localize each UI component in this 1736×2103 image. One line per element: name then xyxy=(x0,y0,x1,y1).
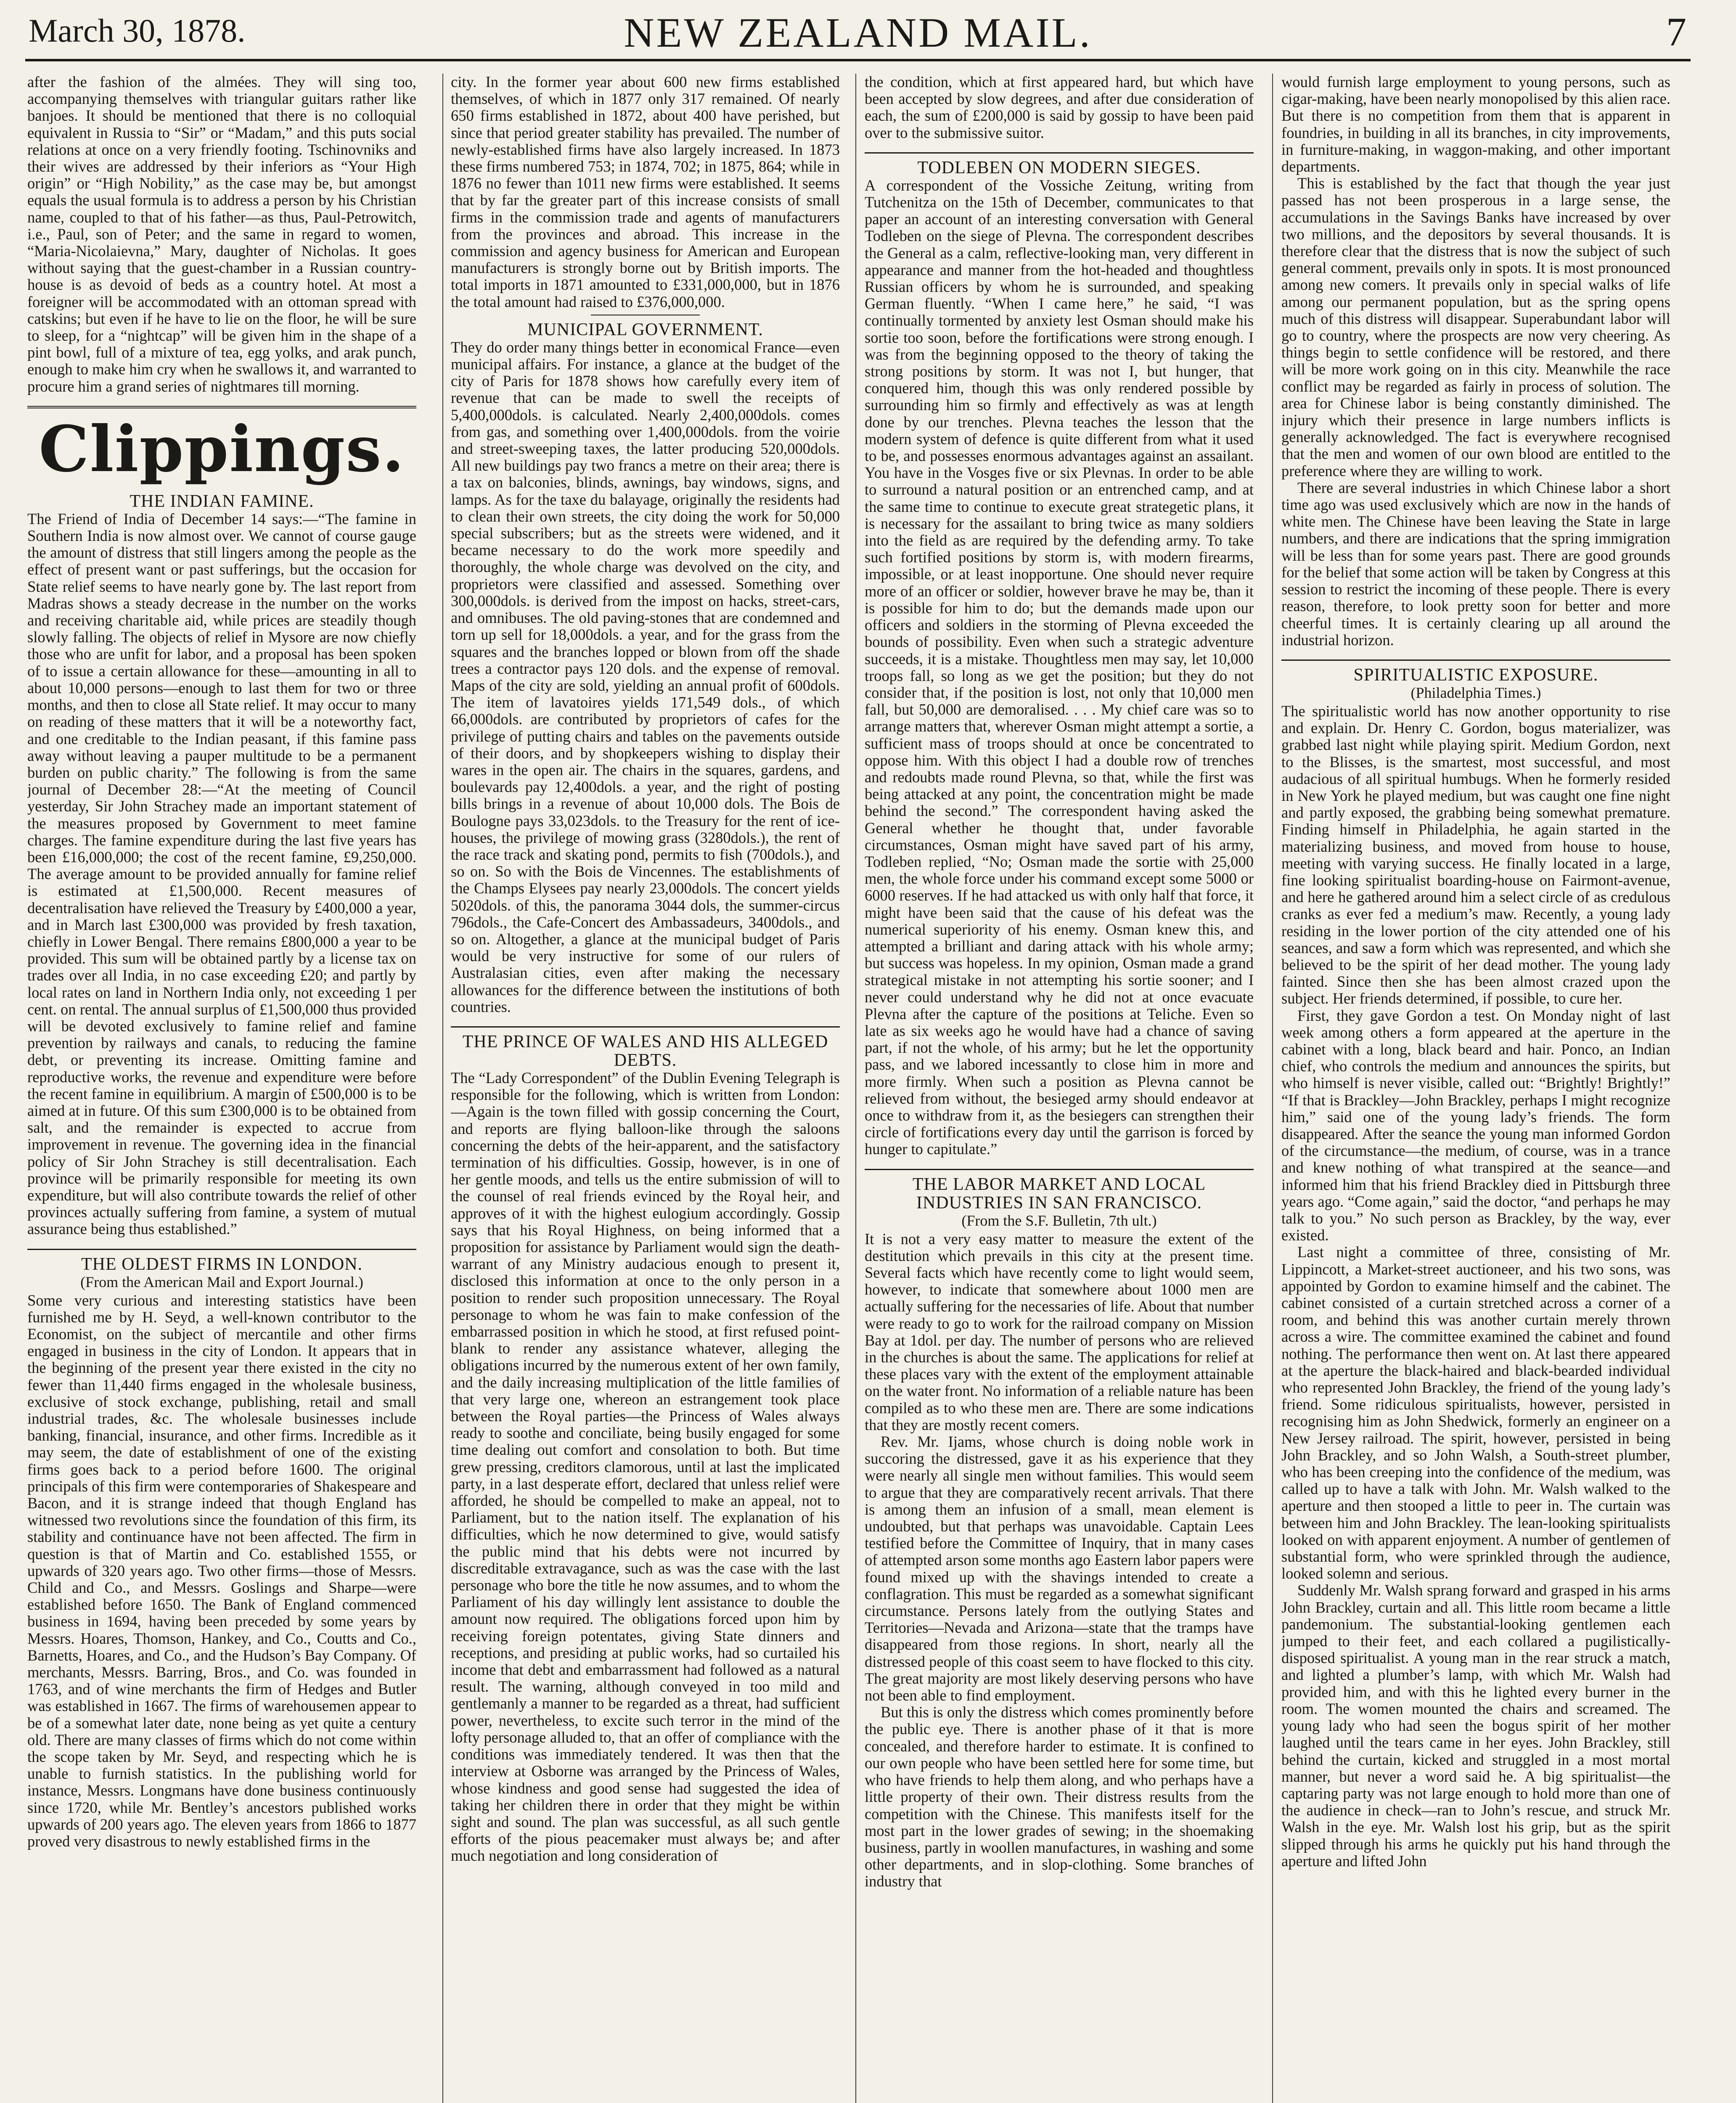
article-title-todleben: TODLEBEN ON MODERN SIEGES. xyxy=(917,158,1201,177)
article-rule xyxy=(865,1169,1254,1170)
page-number: 7 xyxy=(1666,9,1686,54)
article-paragraph: The spiritualistic world has now another opportunity to rise and explain. Dr. Henry C. Gordon, bogus materializer, was grabbed last night while playing spirit. Medium Gordon, next to the Blisses, is the smartest, most successful, and most audacious of all spiritual humbugs. When he formerly resided in New York he played medium, but was caught one fine night and partly exposed, the grabbing being somewhat premature. Finding himself in Philadelphia, he again started in the materializing business, and moved from house to house, meeting with varying success. He finally located in a large, fine looking spiritualist boarding-house on Fairmont-avenue, and here he gathered around him a select circle of as credulous cranks as ever fed a medium’s maw. Recently, a young lady residing in the lower portion of the city attended one of his seances, and saw a form which was represented, and which she believed to be the spirit of her dead mother. The young lady fainted. Since then she has been almost crazed upon the subject. Her friends determined, if possible, to cure her. xyxy=(1281,702,1670,1007)
column-divider xyxy=(442,74,443,2103)
article-paragraph: Suddenly Mr. Walsh sprang forward and grasped in his arms John Brackley, curtain and all. This little room became a little pandemonium. The substantial-looking gentlemen each jumped to their feet, and each collared a pugilistically-disposed spiritualist. A young man in the rear struck a match, and lighted a plumber’s lamp, with which Mr. Walsh had provided him, and with this he lighted every burner in the room. The women mounted the chairs and screamed. The young lady who had seen the bogus spirit of her mother laughed until the tears came in her eyes. John Brackley, still behind the curtain, kicked and struggled in a most mortal manner, but never a word said he. A big spiritualist—the captaring party was not large enough to hold more than one of the audience in check—ran to John’s rescue, and struck Mr. Walsh in the eye. Mr. Walsh lost his grip, but as the spirit slipped through his arms he quickly put his hand through the aperture and lifted John xyxy=(1281,1581,1670,1870)
article-rule xyxy=(865,152,1254,154)
article-rule xyxy=(451,1026,840,1028)
article-rule xyxy=(27,1249,416,1250)
article-paragraph: This is established by the fact that though the year just passed has not been prosperous in a large sense, the accumulations in the Savings Banks have increased by over two millions, and the depositors by several thousands. It is therefore clear that the distress that is now the subject of such general comment, prevails only in spots. It is most pronounced among new comers. It prevails only in special walks of life among our permanent population, but as the spring opens much of this distress will disappear. Superabundant labor will go to country, where the prospects are now very cheering. As things begin to settle confidence will be restored, and there will be more work going on in this city. Meanwhile the race conflict may be regarded as fairly in process of solution. The area for Chinese labor is being constantly diminished. The injury which their presence in large numbers inflicts is generally acknowledged. The fact is everywhere recognised that the men and women of our own blood are entitled to the preference where they are willing to work. xyxy=(1281,175,1670,479)
article-rule xyxy=(1281,660,1670,661)
article-paragraph: The “Lady Correspondent” of the Dublin Evening Telegraph is responsible for the following, which is written from London:—Again is the town filled with gossip concerning the Court, and reports are flying balloon-like through the saloons concerning the debts of the heir-apparent, and the satisfactory termination of his difficulties. Gossip, however, is in one of her gentle moods, and tells us the entire submission of will to the counsel of real friends evinced by the Royal heir, and approves of it with the highest eulogium accordingly. Gossip says that his Royal Highness, on being informed that a proposition for assistance by Parliament would sign the death-warrant of any Ministry audacious enough to present it, disclosed this information at once to the only person in a position to render such proposition unnecessary. The Royal personage to whom he was fain to make confession of the embarrassed position in which he stood, at first refused point-blank to render any assistance whatever, alleging the obligations incurred by the numerous extent of her own family, and the daily increasing multiplication of the little families of that very large one, whereon an estrangement took place between the Royal parties—the Princess of Wales always ready to soothe and conciliate, being busily engaged for some time dealing out comfort and consolation to both. But time grew pressing, creditors clamorous, until at last the implicated party, in a last desperate effort, declared that unless relief were afforded, he should be compelled to make an appeal, not to Parliament, but to the nation itself. The explanation of his difficulties, which he now determined to give, would satisfy the public mind that his debts were not incurred by discreditable extravagance, such as was the case with the last personage who bore the title he now assumes, and to whom the Parliament of his day willingly lent assistance to double the amount now required. The obligations forced upon him by receiving foreign potentates, giving State dinners and receptions, and presiding at public works, had so curtailed his income that debt and embarrassment had followed as a natural result. The warning, although conveyed in too mild and gentlemanly a manner to be regarded as a threat, had sufficient power, nevertheless, to excite such terror in the mind of the lofty personage alluded to, that an offer of compliance with the conditions was immediately tendered. It was then that the interview at Osborne was arranged by the Princess of Wales, whose kindness and good sense had suggested the idea of taking her children there in order that they might be within sight and sound. The plan was successful, as all such gentle efforts of the pious peacemaker must always be; and after much negotiation and long consideration of xyxy=(451,1069,840,1865)
column-3 xyxy=(865,74,1254,2103)
article-title-labor-market: THE LABOR MARKET AND LOCAL INDUSTRIES IN SAN FRANCISCO. xyxy=(912,1174,1206,1213)
article-paragraph: Rev. Mr. Ijams, whose church is doing noble work in succoring the distressed, gave it as his experience that they were nearly all single men without families. This would seem to argue that they are comparatively recent arrivals. That there is among them an infusion of a small, mean element is undoubted, but that perhaps was unavoidable. Captain Lees testified before the Committee of Inquiry, that in many cases of attempted arson some months ago Eastern labor papers were found mixed up with the shavings intended to create a conflagration. This must be regarded as a somewhat significant circumstance. Persons lately from the outlying States and Territories—Nevada and Arizona—state that the tramps have disappeared from those regions. In short, nearly all the distressed people of this coast seem to have flocked to this city. The great majority are most likely deserving persons who have not been able to find employment. xyxy=(865,1433,1254,1704)
labor-market-continued: would furnish large employment to young persons, such as cigar-making, have been nearly monopolised by this alien race. But there is no competition from them that is apparent in foundries, in building in all its branches, in city improvements, in furniture-making, in waggon-making, and other important departments. xyxy=(1281,74,1670,175)
article-source: (From the S.F. Bulletin, 7th ult.) xyxy=(961,1212,1157,1229)
article-title-prince-of-wales: THE PRINCE OF WALES AND HIS ALLEGED DEBTS. xyxy=(462,1032,828,1070)
article-title-spiritualistic-exposure: SPIRITUALISTIC EXPOSURE. xyxy=(1353,665,1598,685)
clippings-heading: Clippings. xyxy=(39,412,405,486)
article-paragraph: It is not a very easy matter to measure the extent of the destitution which prevails in this city at the present time. Several facts which have recently come to light would seem, however, to indicate that somewhere about 1000 men are actually suffering for the necessaries of life. About that number were ready to go to work for the railroad company on Mission Bay at 1dol. per day. The number of persons who are relieved in the churches is about the same. The applications for relief at these places vary with the extent of the employment attainable on the water front. No information of a reliable nature has been compiled as to who these men are. There are some indications that they are mostly recent comers. xyxy=(865,1230,1254,1433)
article-source: (Philadelphia Times.) xyxy=(1410,684,1541,701)
masthead xyxy=(25,8,1691,63)
article-title-oldest-firms: THE OLDEST FIRMS IN LONDON. xyxy=(81,1254,363,1274)
newspaper-title: NEW ZEALAND MAIL. xyxy=(624,9,1092,56)
article-paragraph: Last night a committee of three, consisting of Mr. Lippincott, a Market-street auctioneer, and his two sons, was appointed by Gordon to examine himself and the cabinet. The cabinet consisted of a curtain stretched across a corner of a room, and behind this was another curtain merely thrown across a wire. The committee examined the cabinet and found nothing. The performance then went on. At last there appeared at the aperture the black-haired and black-bearded individual who represented John Brackley, the friend of the young lady’s friend. Some ridiculous spiritualists, however, persisted in recognising him as John Shedwick, formerly an engineer on a New Jersey railroad. The spirit, however, persisted in being John Brackley, and so John Walsh, a South-street plumber, who has been creeping into the confidence of the medium, was called up to have a talk with John. Mr. Walsh walked to the aperture and then stooped a little to peer in. The curtain was between him and John Brackley. The lean-looking spiritualists looked on with apparent enjoyment. A number of gentlemen of substantial form, who were sprinkled through the audience, looked solemn and serious. xyxy=(1281,1243,1670,1582)
section-rule xyxy=(27,406,416,408)
article-paragraph: But this is only the distress which comes prominently before the public eye. There is another phase of it that is more concealed, and therefore harder to estimate. It is confined to our own people who have been settled here for some time, but who have friends to help them along, and who perhaps have a little property of their own. Their distress results from the competition with the Chinese. This manifests itself for the most part in the lower grades of sewing; in the shoemaking business, partly in woollen manufactures, in washing and some other departments, and in slop-clothing. Some branches of industry that xyxy=(865,1703,1254,1890)
article-title-municipal-government: MUNICIPAL GOVERNMENT. xyxy=(527,320,763,339)
article-paragraph: There are several industries in which Chinese labor a short time ago was used exclusively which are now in the hands of white men. The Chinese have been leaving the State in large numbers, and there are indications that the spring immigration will be less than for some years past. There are good grounds for the belief that some action will be taken by Congress at this session to restrict the incoming of these people. There is every reason, therefore, to look pretty soon for better and more cheerful times. It is certainly clearing up all around the industrial horizon. xyxy=(1281,479,1670,649)
oldest-firms-continued: city. In the former year about 600 new firms established themselves, of which in 1877 only 317 remained. Of nearly 650 firms established in 1872, about 400 have perished, but since that period greater stability has prevailed. The number of newly-established firms have also largely increased. In 1873 these firms numbered 753; in 1874, 702; in 1875, 864; while in 1876 no fewer than 1011 new firms were established. It seems that by far the greater part of this increase consists of small firms in the commission trade and agents of manufacturers from the provinces and abroad. This increase in the commission and agency business for American and European manufacturers is strongly borne out by British imports. The total imports in 1871 amounted to £331,000,000, but in 1876 the total amount had raised to £376,000,000. xyxy=(451,74,840,310)
article-source: (From the American Mail and Export Journal.) xyxy=(80,1273,363,1290)
article-paragraph: A correspondent of the Vossiche Zeitung, writing from Tutchenitza on the 15th of December, communicates to that paper an account of an interesting conversation with General Todleben on the siege of Plevna. The correspondent describes the General as a calm, reflective-looking man, very different in appearance and manner from the hot-headed and thoughtless Russian officers by whom he is surrounded, and speaking German fluently. “When I came here,” he said, “I was continually tormented by anxiety lest Osman should make his sortie too soon, before the fortifications were strong enough. I was from the beginning opposed to the theory of taking the strong positions by storm. It was not I, but hunger, that conquered him, though this was only rendered possible by surrounding him so firmly and effectively as was at length done by our trenches. Plevna teaches the lesson that the modern system of defence is quite different from what it used to be, and possesses enormous advantages against an assailant. You have in the Vosges five or six Plevnas. In order to be able to surround a natural position or an entrenched camp, and at the same time to continue to execute great strategetic plans, it is necessary for the assailant to bring twice as many soldiers into the field as are required by the defending army. To take such fortified positions by storm is, with modern firearms, impossible, or at least inopportune. One should never require more of an officer or soldier, however brave he may be, than it is possible for him to do; but the demands made upon our officers and soldiers in the storming of Plevna exceeded the bounds of possibility. Even when such a strategic adventure succeeds, it is a mistake. Thoughtless men may say, let 10,000 troops fall, so long as we get the position; but they do not consider that, if the position is lost, not only that 10,000 men fall, but 50,000 are demoralised. . . . My chief care was so to arrange matters that, wherever Osman might attempt a sortie, a sufficient mass of troops should at once be concentrated to oppose him. With this object I had a double row of trenches and redoubts made round Plevna, so that, while the first was being attacked at any point, the concentration might be made behind the second.” The correspondent having asked the General whether he thought that, under favorable circumstances, Osman might have saved part of his army, Todleben replied, “No; Osman made the sortie with 25,000 men, the whole force under his command except some 5000 or 6000 reserves. If he had attacked us with only half that force, it might have been said that the cause of his defeat was the numerical superiority of his enemy. Osman knew this, and attempted a brilliant and daring attack with his whole army; but success was hopeless. In my opinion, Osman made a grand strategical mistake in not attempting his sortie sooner; and I never could understand why he did not at once evacuate Plevna after the capture of the positions at Teliche. Even so late as six weeks ago he would have had a chance of saving part, if not the whole, of his army; but he let the opportunity pass, and we labored incessantly to close him in more and more firmly. When such a position as Plevna cannot be relieved from without, the besieged army should endeavor at once to withdraw from it, as the besiegers can strengthen their circle of fortifications every day until the garrison is forced by hunger to capitulate.” xyxy=(865,176,1254,1158)
column-2 xyxy=(451,74,840,2103)
column-1 xyxy=(27,74,416,2103)
article-paragraph: The Friend of India of December 14 says:—“The famine in Southern India is now almost over. We cannot of course gauge the amount of distress that still lingers among the people as the effect of present want or past sufferings, but the occasion for State relief seems to have nearly gone by. The last report from Madras shows a steady decrease in the number on the works and receiving charitable aid, while prices are steadily though slowly falling. The objects of relief in Mysore are now chiefly those who are unfit for labor, and a proposal has been spoken of to issue a certain allowance for these—amounting in all to about 10,000 persons—enough to last them for two or three months, and then to close all State relief. It may occur to many on reading of these matters that it will be a noteworthy fact, and one creditable to the Indian peasant, if this famine pass away without leaving a pauper multitude to be a permanent burden on public charity.” The following is from the same journal of December 28:—“At the meeting of Council yesterday, Sir John Strachey made an important statement of the measures proposed by Government to meet famine charges. The famine expenditure during the last five years has been £16,000,000; the cost of the recent famine, £9,250,000. The average amount to be provided annually for famine relief is estimated at £1,500,000. Recent measures of decentralisation have relieved the Treasury by £400,000 a year, and in March last £300,000 was provided by fresh taxation, chiefly in Lower Bengal. There remains £800,000 a year to be provided. This sum will be obtained partly by a license tax on trades over all India, in no case exceeding £20; and partly by local rates on land in Northern India only, not exceeding 1 per cent. on rental. The annual surplus of £1,500,000 thus provided will be devoted exclusively to famine relief and famine prevention by railways and canals, to reducing the famine debt, or preventing its increase. Omitting famine and reproductive works, the revenue and expenditure were before the recent famine in equilibrium. A margin of £500,000 is to be aimed at in future. Of this sum £300,000 is to be obtained from salt, and the remainder is expected to accrue from improvement in revenue. The governing idea in the financial policy of Sir John Strachey is still decentralisation. Each province will be primarily responsible for meeting its own expenditure, but will also contribute towards the relief of other provinces actually suffering from famine, a system of mutual assurance being thus established.” xyxy=(27,510,416,1238)
column-divider xyxy=(1272,74,1273,2103)
article-paragraph: First, they gave Gordon a test. On Monday night of last week among others a form appeared at the aperture in the cabinet with a long, black beard and hair. Ponco, an Indian chief, who controls the medium and announces the spirits, but who himself is never visible, called out: “Brightly! Brightly!” “If that is Brackley—John Brackley, perhaps I might recognize him,” said one of the young lady’s friends. The form disappeared. After the seance the young man informed Gordon of the circumstance—the medium, of course, was in a trance and knew nothing of what transpired at the seance—and informed him that his friend Brackley died in Pittsburgh three years ago. “Come again,” said the doctor, “and perhaps he may talk to you.” No such person as Brackley, by the way, ever existed. xyxy=(1281,1006,1670,1244)
column-divider xyxy=(855,74,856,2103)
column-4 xyxy=(1281,74,1670,2103)
article-title-indian-famine: THE INDIAN FAMINE. xyxy=(130,491,314,511)
almees-article-end: after the fashion of the almées. They will sing too, accompanying themselves with triangular guitars rather like banjoes. It should be mentioned that there is no colloquial equivalent in Russia to “Sir” or “Madam,” and this puts social relations at once on a very friendly footing. Tschinovniks and their wives are addressed by their inferiors as “Your High origin” or “High Nobility,” as the case may be, but amongst equals the usual formula is to address a person by his Christian name, coupled to that of his father—as thus, Paul-Petrowitch, i.e., Paul, son of Peter; and the same in regard to women, “Maria-Nicolaievna,” Mary, daughter of Nicholas. It goes without saying that the guest-chamber in a Russian country-house is as devoid of beds as a country hotel. At most a foreigner will be accommodated with an ottoman spread with catskins; but even if he have to lie on the floor, he will be sure to sleep, for a “nightcap” will be given him in the shape of a pint bowl, full of a mixture of tea, egg yolks, and arak punch, enough to make him cry when he swallows it, and warranted to procure him a grand series of nightmares till morning. xyxy=(27,74,416,395)
prince-of-wales-continued: the condition, which at first appeared hard, but which have been accepted by slow degrees, and after due consideration of each, the sum of £200,000 is said by gossip to have been paid over to the submissive suitor. xyxy=(865,74,1254,141)
article-paragraph: They do order many things better in economical France—even municipal affairs. For instance, a glance at the budget of the city of Paris for 1878 shows how carefully every item of revenue that can be made to swell the receipts of 5,400,000dols. is calculated. Nearly 2,400,000dols. comes from gas, and something over 1,400,000dols. from the voirie and street-sweeping taxes, the latter producing 520,000dols. All new buildings pay two francs a metre on their area; there is a tax on balconies, blinds, awnings, bay windows, signs, and lamps. As for the taxe du balayage, originally the residents had to clean their own streets, the city doing the work for 50,000 special subscribers; but as the streets were widened, and it became necessary to do the work more speedily and thoroughly, the whole charge was devolved on the city, and proprietors were classified and assessed. Something over 300,000dols. is derived from the impost on hacks, street-cars, and omnibuses. The old paving-stones that are condemned and torn up sell for 18,000dols. a year, and for the grass from the squares and the branches lopped or blown from off the shade trees a contractor pays 120 dols. and the expense of removal. Maps of the city are sold, yielding an annual profit of 600dols. The item of lavatoires yields 171,549 dols., of which 66,000dols. are contributed by proprietors of cafes for the privilege of putting chairs and tables on the pavements outside of their doors, and by shopkeepers wishing to display their wares in the open air. The chairs in the squares, gardens, and boulevards pay 12,400dols. a year, and the right of posting bills brings in a revenue of about 10,000 dols. The Bois de Boulogne pays 33,023dols. to the Treasury for the rent of ice-houses, the privilege of mowing grass (3280dols.), the rent of the race track and skating pond, permits to fish (700dols.), and so on. So with the Bois de Vincennes. The establishments of the Champs Elysees pay nearly 23,000dols. The concert yields 5020dols. of this, the panorama 3044 dols, the summer-circus 796dols., the Cafe-Concert des Ambassadeurs, 3400dols., and so on. Altogether, a glance at the municipal budget of Paris would be very instructive for some of our rulers of Australasian cities, even after making the necessary allowances for the difference between the institutions of both countries. xyxy=(451,338,840,1015)
issue-date: March 30, 1878. xyxy=(29,12,246,49)
masthead-rule xyxy=(25,59,1691,61)
article-paragraph: Some very curious and interesting statistics have been furnished me by H. Seyd, a well-known contributor to the Economist, on the subject of mercantile and other firms engaged in business in the city of London. It appears that in the beginning of the present year there existed in the city no fewer than 11,440 firms engaged in the wholesale business, exclusive of stock exchange, publishing, retail and small industrial trades, &c. The wholesale businesses include banking, financial, insurance, and other firms. Incredible as it may seem, the date of establishment of one of the existing firms goes back to a period before 1600. The original principals of this firm were contemporaries of Shakespeare and Bacon, and it is strange indeed that though England has witnessed two revolutions since the foundation of this firm, its stability and continuance have not been affected. The firm in question is that of Martin and Co. established 1555, or upwards of 320 years ago. Two other firms—those of Messrs. Child and Co., and Messrs. Goslings and Sharpe—were established before 1650. The Bank of England commenced business in 1694, having been preceded by some years by Messrs. Hoares, Thomson, Hankey, and Co., Coutts and Co., Barnetts, Hoares, and Co., and the Hudson’s Bay Company. Of merchants, Messrs. Barring, Bros., and Co. was founded in 1763, and of wine merchants the firm of Hedges and Butler was established in 1667. The firms of warehousemen appear to be of a somewhat later date, none being as yet quite a century old. There are many classes of firms which do not come within the scope taken by Mr. Seyd, and respecting which he is unable to furnish statistics. In the publishing world for instance, Messrs. Longmans have done business continuously since 1720, while Mr. Bentley’s ancestors published works upwards of 200 years ago. The eleven years from 1866 to 1877 proved very disastrous to newly established firms in the xyxy=(27,1291,416,1850)
